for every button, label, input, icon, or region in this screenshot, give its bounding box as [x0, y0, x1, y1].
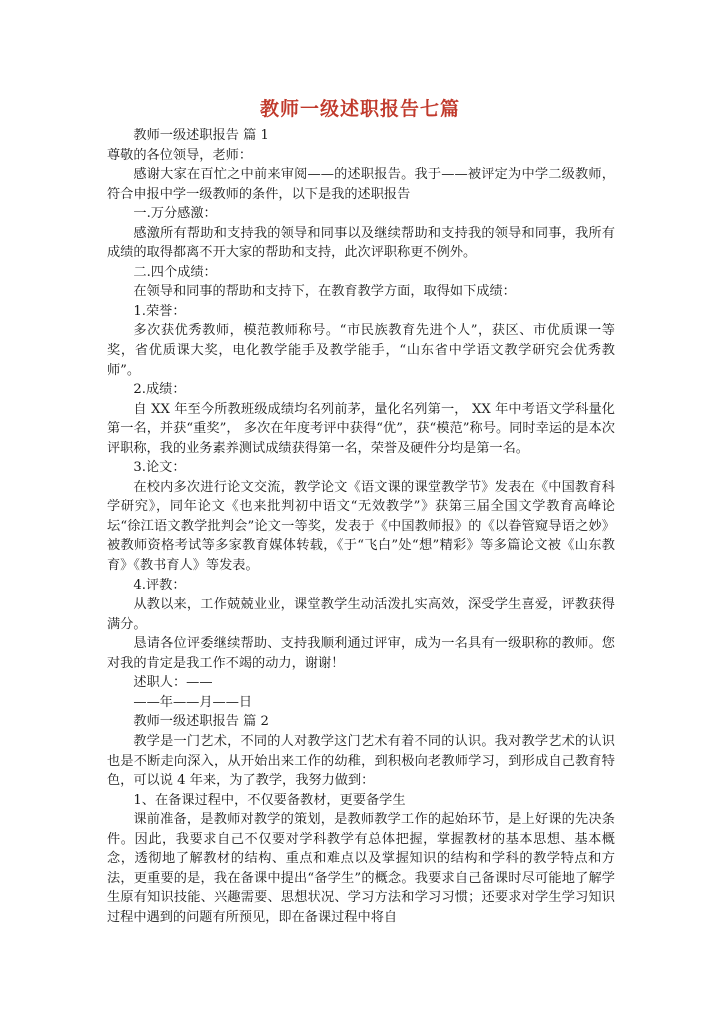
paragraph: 感激所有帮助和支持我的领导和同事以及继续帮助和支持我的领导和同事，我所有成绩的取得都离不开大家的帮助和支持，此次评职称更不例外。	[107, 225, 615, 261]
paragraph: 教师一级述职报告 篇 1	[133, 128, 269, 143]
paragraph: 教师一级述职报告 篇 2	[133, 714, 269, 730]
document-title: 教师一级述职报告七篇	[259, 98, 460, 120]
paragraph: 自 XX 年至今所教班级成绩均名列前茅，量化名列第一， XX 年中考语文学科量化第一名，并获“重奖”， 多次在年度考评中获得“优”，获“模范”称号。同时幸运的是本次评职称，我的业务素养测试成绩获得第一名，荣誉及硬件分均是第一名。	[107, 401, 615, 456]
paragraph: 1.荣誉：	[133, 303, 186, 319]
paragraph: 课前准备，是教师对教学的策划，是教师教学工作的起始环节，是上好课的先决条件。因此，我要求自己不仅要对学科教学有总体把握，掌握教材的基本思想、基本概念，透彻地了解教材的结构、重点和难点以及掌握知识的结构和学科的教学特点和方法，更重要的是，我在备课中提出“备学生”的概念。我要求自己备课时尽可能地了解学生原有知识技能、兴趣需要、思想状况、学习方法和学习习惯；还要求对学生学习知识过程中遇到的问题有所预见，即在备课过程中将自	[107, 812, 615, 925]
paragraph: 感谢大家在百忙之中前来审阅——的述职报告。我于——被评定为中学二级教师，符合申报中学一级教师的条件，以下是我的述职报告	[107, 167, 615, 202]
paragraph: 4.评教：	[133, 577, 186, 593]
paragraph: 教学是一门艺术，不同的人对教学这门艺术有着不同的认识。我对教学艺术的认识也是不断走向深入，从开始出来工作的幼稚，到积极向老教师学习，到形成自己教育特色，可以说 4 年来，为了教学，我努力做到：	[107, 733, 615, 789]
paragraph: 2.成绩：	[133, 382, 186, 398]
paragraph: 二.四个成绩：	[133, 264, 217, 280]
paragraph: 3.论文：	[133, 460, 186, 476]
paragraph: 一.万分感激：	[133, 206, 217, 222]
paragraph: 1、在备课过程中，不仅要备教材，更要备学生	[133, 792, 406, 808]
paragraph: ——年——月——日	[133, 694, 253, 710]
paragraph: 多次获优秀教师，模范教师称号。“市民族教育先进个人”，获区、市优质课一等奖，省优质课大奖，电化教学能手及教学能手，“山东省中学语文教学研究会优秀教师”。	[107, 323, 615, 378]
paragraph: 在校内多次进行论文交流，教学论文《语文课的课堂教学节》发表在《中国教育科学研究》，同年论文《也来批判初中语文“无效教学”》获第三届全国文学教育高峰论坛“徐江语文教学批判会”论文一等奖，发表于《中国教师报》的《以眷管窥导语之妙》被教师资格考试等多家教育媒体转载，《于“飞白”处“想”精彩》等多篇论文被《山东教育》《教书育人》等发表。	[107, 479, 615, 574]
paragraph: 尊敬的各位领导，老师：	[107, 147, 253, 163]
paragraph: 述职人：——	[133, 675, 213, 691]
paragraph: 恳请各位评委继续帮助、支持我顺利通过评审，成为一名具有一级职称的教师。您对我的肯定是我工作不竭的动力，谢谢！	[107, 636, 615, 671]
paragraph: 在领导和同事的帮助和支持下，在教育教学方面，取得如下成绩：	[133, 284, 516, 300]
document-body	[107, 126, 615, 927]
paragraph: 从教以来，工作兢兢业业，课堂教学生动活泼扎实高效，深受学生喜爱，评教获得满分。	[107, 597, 615, 632]
